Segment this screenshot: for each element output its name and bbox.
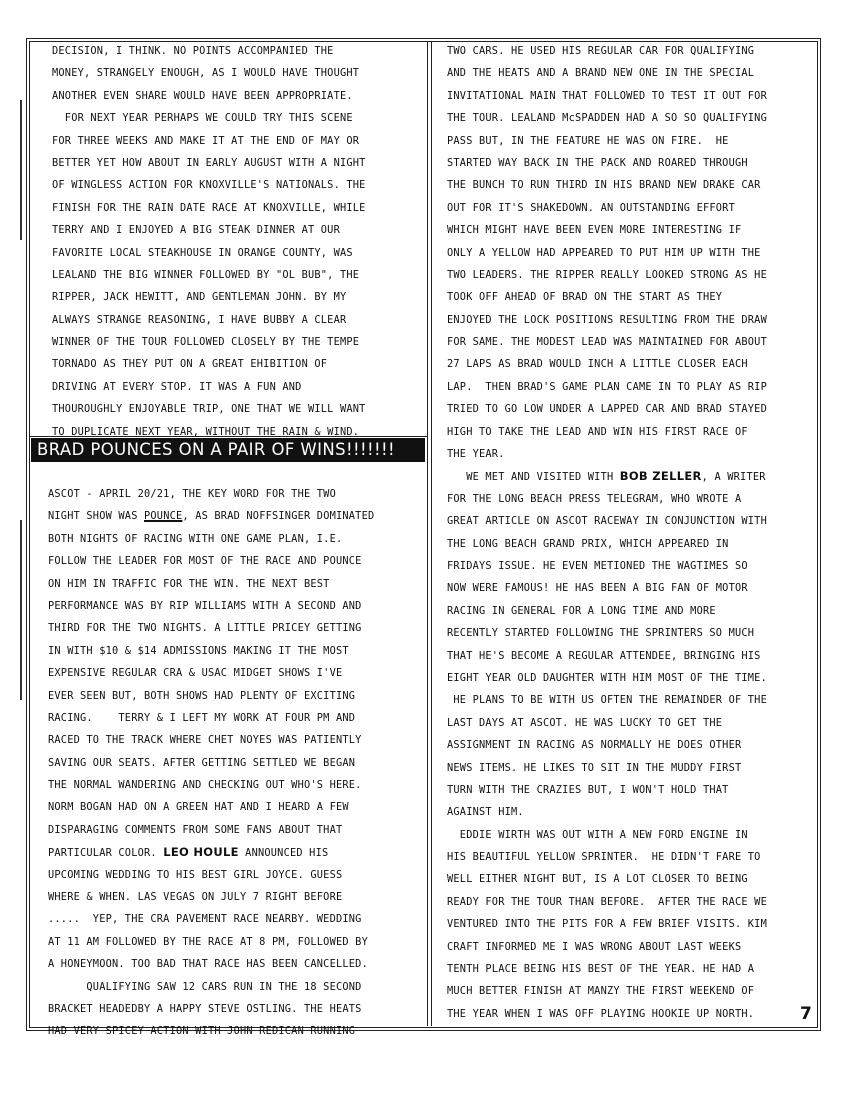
text-line: THE TOUR. LEALAND McSPADDEN HAD A SO SO QUALIFYING (447, 112, 767, 125)
column-divider (427, 41, 428, 1026)
text-line: FOR SAME. THE MODEST LEAD WAS MAINTAINED FOR ABOUT (447, 336, 767, 349)
text-line: DRIVING AT EVERY STOP. IT WAS A FUN AND (52, 380, 302, 393)
text-line: THAT HE'S BECOME A REGULAR ATTENDEE, BRINGING HIS (447, 649, 761, 662)
text-block (447, 488, 817, 1025)
text-line: PERFORMANCE WAS BY RIP WILLIAMS WITH A SECOND AND (48, 599, 362, 612)
text-block (48, 864, 424, 1043)
binding-mark (20, 100, 22, 240)
right-column-text (447, 40, 817, 1025)
text-line: TWO CARS. HE USED HIS REGULAR CAR FOR QUALIFYING (447, 45, 755, 57)
left-column-top-text (52, 40, 424, 443)
text-line: RIPPER, JACK HEWITT, AND GENTLEMAN JOHN. BY MY (52, 291, 347, 304)
text-line: THOUROUGHLY ENJOYABLE TRIP, ONE THAT WE WILL WANT (52, 403, 366, 416)
text-line: BRACKET HEADEDBY A HAPPY STEVE OSTLING. THE HEATS (48, 1002, 362, 1015)
text-line: MONEY, STRANGELY ENOUGH, AS I WOULD HAVE THOUGHT (52, 67, 360, 80)
text-line: HIS BEAUTIFUL YELLOW SPRINTER. HE DIDN'T FARE TO (447, 851, 761, 864)
text-line: THE YEAR WHEN I WAS OFF PLAYING HOOKIE UP NORTH. (447, 1007, 755, 1020)
text-line: FOLLOW THE LEADER FOR MOST OF THE RACE AND POUNCE (48, 555, 362, 568)
text-line: ONLY A YELLOW HAD APPEARED TO PUT HIM UP WITH THE (447, 246, 761, 259)
text-line: AND THE HEATS AND A BRAND NEW ONE IN THE SPECIAL (447, 67, 755, 80)
text-line (48, 505, 424, 527)
text-line: EDDIE WIRTH WAS OUT WITH A NEW FORD ENGINE IN (447, 828, 748, 841)
text-line: NOW WERE FAMOUS! HE HAS BEEN A BIG FAN OF MOTOR (447, 582, 748, 595)
text-line: QUALIFYING SAW 12 CARS RUN IN THE 18 SECOND (48, 980, 362, 993)
bold-name-bob-zeller: BOB ZELLER (619, 469, 702, 484)
text-line: RACING. TERRY & I LEFT MY WORK AT FOUR PM AND (48, 711, 356, 724)
text-line: A HONEYMOON. TOO BAD THAT RACE HAS BEEN CANCELLED. (48, 958, 368, 971)
text-line: WINNER OF THE TOUR FOLLOWED CLOSELY BY THE TEMPE (52, 336, 360, 349)
text-line: TRIED TO GO LOW UNDER A LAPPED CAR AND BRAD STAYED (447, 403, 767, 416)
text-line: OUT FOR IT'S SHAKEDOWN. AN OUTSTANDING EFFORT (447, 201, 735, 214)
column-divider-inner (431, 41, 432, 1026)
text-line: OF WINGLESS ACTION FOR KNOXVILLE'S NATIONALS. THE (52, 179, 366, 192)
text-block (447, 40, 817, 465)
text-line: TOOK OFF AHEAD OF BRAD ON THE START AS THEY (447, 291, 723, 304)
text-line: MUCH BETTER FINISH AT MANZY THE FIRST WEEKEND OF (447, 985, 755, 998)
text-line: GREAT ARTICLE ON ASCOT RACEWAY IN CONJUNCTION WITH (447, 515, 767, 528)
binding-mark (20, 520, 22, 700)
text-line: TORNADO AS THEY PUT ON A GREAT EHIBITION OF (52, 358, 328, 371)
text-line: ENJOYED THE LOCK POSITIONS RESULTING FROM THE DRAW (447, 313, 767, 326)
text-line: HAD VERY SPICEY ACTION WITH JOHN REDICAN RUNNING (48, 1025, 356, 1038)
text-line: TURN WITH THE CRAZIES BUT, I WON'T HOLD THAT (447, 783, 729, 796)
text-line: ALWAYS STRANGE REASONING, I HAVE BUBBY A CLEAR (52, 313, 347, 326)
text-line: IN WITH $10 & $14 ADMISSIONS MAKING IT THE MOST (48, 644, 349, 657)
text-line: ASCOT - APRIL 20/21, THE KEY WORD FOR THE TWO (48, 488, 336, 500)
text-line: AT 11 AM FOLLOWED BY THE RACE AT 8 PM, FOLLOWED BY (48, 935, 368, 948)
text-line: FOR THREE WEEKS AND MAKE IT AT THE END OF MAY OR (52, 134, 360, 147)
text-fragment: ANNOUNCED HIS (238, 847, 329, 860)
text-line: WHICH MIGHT HAVE BEEN EVEN MORE INTERESTING IF (447, 224, 742, 237)
text-line: ..... YEP, THE CRA PAVEMENT RACE NEARBY. WEDDING (48, 913, 362, 926)
page-number: 7 (800, 1004, 812, 1024)
text-line: TO DUPLICATE NEXT YEAR, WITHOUT THE RAIN & WIND. (52, 425, 360, 438)
left-column-bottom-text (48, 483, 424, 1043)
text-line: THE BUNCH TO RUN THIRD IN HIS BRAND NEW DRAKE CAR (447, 179, 761, 192)
article-headline: BRAD POUNCES ON A PAIR OF WINS!!!!!!! (31, 438, 425, 462)
text-line: LEALAND THE BIG WINNER FOLLOWED BY "OL BUB", THE (52, 268, 360, 281)
underlined-word: POUNCE (144, 510, 183, 523)
text-line: RECENTLY STARTED FOLLOWING THE SPRINTERS SO MUCH (447, 627, 755, 640)
text-fragment: NIGHT SHOW WAS (48, 510, 144, 523)
text-fragment: PARTICULAR COLOR. (48, 847, 164, 860)
text-line: THIRD FOR THE TWO NIGHTS. A LITTLE PRICEY GETTING (48, 622, 362, 635)
text-line: ANOTHER EVEN SHARE WOULD HAVE BEEN APPROPRIATE. (52, 89, 353, 102)
text-line: FOR THE LONG BEACH PRESS TELEGRAM, WHO WROTE A (447, 492, 742, 505)
text-line: HE PLANS TO BE WITH US OFTEN THE REMAINDER OF THE (447, 694, 767, 707)
text-line: LAST DAYS AT ASCOT. HE WAS LUCKY TO GET THE (447, 716, 723, 729)
text-line: THE LONG BEACH GRAND PRIX, WHICH APPEARED IN (447, 537, 729, 550)
text-line (48, 841, 424, 863)
text-line: BOTH NIGHTS OF RACING WITH ONE GAME PLAN, I.E. (48, 532, 343, 545)
text-fragment: , AS BRAD NOFFSINGER DOMINATED (182, 510, 375, 523)
text-line: HIGH TO TAKE THE LEAD AND WIN HIS FIRST RACE OF (447, 425, 748, 438)
text-line: ASSIGNMENT IN RACING AS NORMALLY HE DOES OTHER (447, 739, 742, 752)
text-line: THE YEAR. (447, 448, 505, 461)
text-line: CRAFT INFORMED ME I WAS WRONG ABOUT LAST WEEKS (447, 940, 742, 953)
text-line: EVER SEEN BUT, BOTH SHOWS HAD PLENTY OF EXCITING (48, 689, 356, 702)
text-fragment: WE MET AND VISITED WITH (447, 471, 620, 484)
text-line: RACED TO THE TRACK WHERE CHET NOYES WAS PATIENTLY (48, 734, 362, 747)
text-line: RACING IN GENERAL FOR A LONG TIME AND MORE (447, 604, 716, 617)
text-line: LAP. THEN BRAD'S GAME PLAN CAME IN TO PLAY AS RIP (447, 380, 767, 393)
text-line: TERRY AND I ENJOYED A BIG STEAK DINNER AT OUR (52, 224, 340, 237)
text-line (447, 465, 817, 487)
text-line: 27 LAPS AS BRAD WOULD INCH A LITTLE CLOSER EACH (447, 358, 748, 371)
text-line: FINISH FOR THE RAIN DATE RACE AT KNOXVILLE, WHILE (52, 201, 366, 214)
text-line: WHERE & WHEN. LAS VEGAS ON JULY 7 RIGHT BEFORE (48, 891, 343, 904)
text-line: FAVORITE LOCAL STEAKHOUSE IN ORANGE COUNTY, WAS (52, 246, 353, 259)
text-line: EIGHT YEAR OLD DAUGHTER WITH HIM MOST OF THE TIME. (447, 671, 767, 684)
text-line: SAVING OUR SEATS. AFTER GETTING SETTLED WE BEGAN (48, 756, 356, 769)
text-line: TENTH PLACE BEING HIS BEST OF THE YEAR. HE HAD A (447, 963, 755, 976)
text-line: FOR NEXT YEAR PERHAPS WE COULD TRY THIS SCENE (52, 112, 353, 125)
text-line: DECISION, I THINK. NO POINTS ACCOMPANIED THE (52, 45, 334, 57)
text-line: VENTURED INTO THE PITS FOR A FEW BRIEF VISITS. KIM (447, 918, 767, 931)
text-line: FRIDAYS ISSUE. HE EVEN METIONED THE WAGTIMES SO (447, 559, 748, 572)
text-line: ON HIM IN TRAFFIC FOR THE WIN. THE NEXT BEST (48, 577, 330, 590)
text-line: NEWS ITEMS. HE LIKES TO SIT IN THE MUDDY FIRST (447, 761, 742, 774)
text-line: WELL EITHER NIGHT BUT, IS A LOT CLOSER TO BEING (447, 873, 748, 886)
text-line: STARTED WAY BACK IN THE PACK AND ROARED THROUGH (447, 156, 748, 169)
text-line: DISPARAGING COMMENTS FROM SOME FANS ABOUT THAT (48, 823, 343, 836)
text-line: EXPENSIVE REGULAR CRA & USAC MIDGET SHOWS I'VE (48, 667, 343, 680)
text-line: PASS BUT, IN THE FEATURE HE WAS ON FIRE. HE (447, 134, 729, 147)
text-line: UPCOMING WEDDING TO HIS BEST GIRL JOYCE. GUESS (48, 868, 343, 881)
text-line: NORM BOGAN HAD ON A GREEN HAT AND I HEARD A FEW (48, 801, 349, 814)
text-line: TWO LEADERS. THE RIPPER REALLY LOOKED STRONG AS HE (447, 268, 767, 281)
text-line: AGAINST HIM. (447, 806, 524, 819)
text-fragment: , A WRITER (701, 471, 766, 484)
text-block (48, 528, 424, 841)
text-line: READY FOR THE TOUR THAN BEFORE. AFTER THE RACE WE (447, 895, 767, 908)
bold-name-leo-houle: LEO HOULE (163, 845, 239, 860)
text-line: BETTER YET HOW ABOUT IN EARLY AUGUST WITH A NIGHT (52, 156, 366, 169)
text-line: THE NORMAL WANDERING AND CHECKING OUT WHO'S HERE. (48, 779, 362, 792)
text-line: INVITATIONAL MAIN THAT FOLLOWED TO TEST IT OUT FOR (447, 89, 767, 102)
